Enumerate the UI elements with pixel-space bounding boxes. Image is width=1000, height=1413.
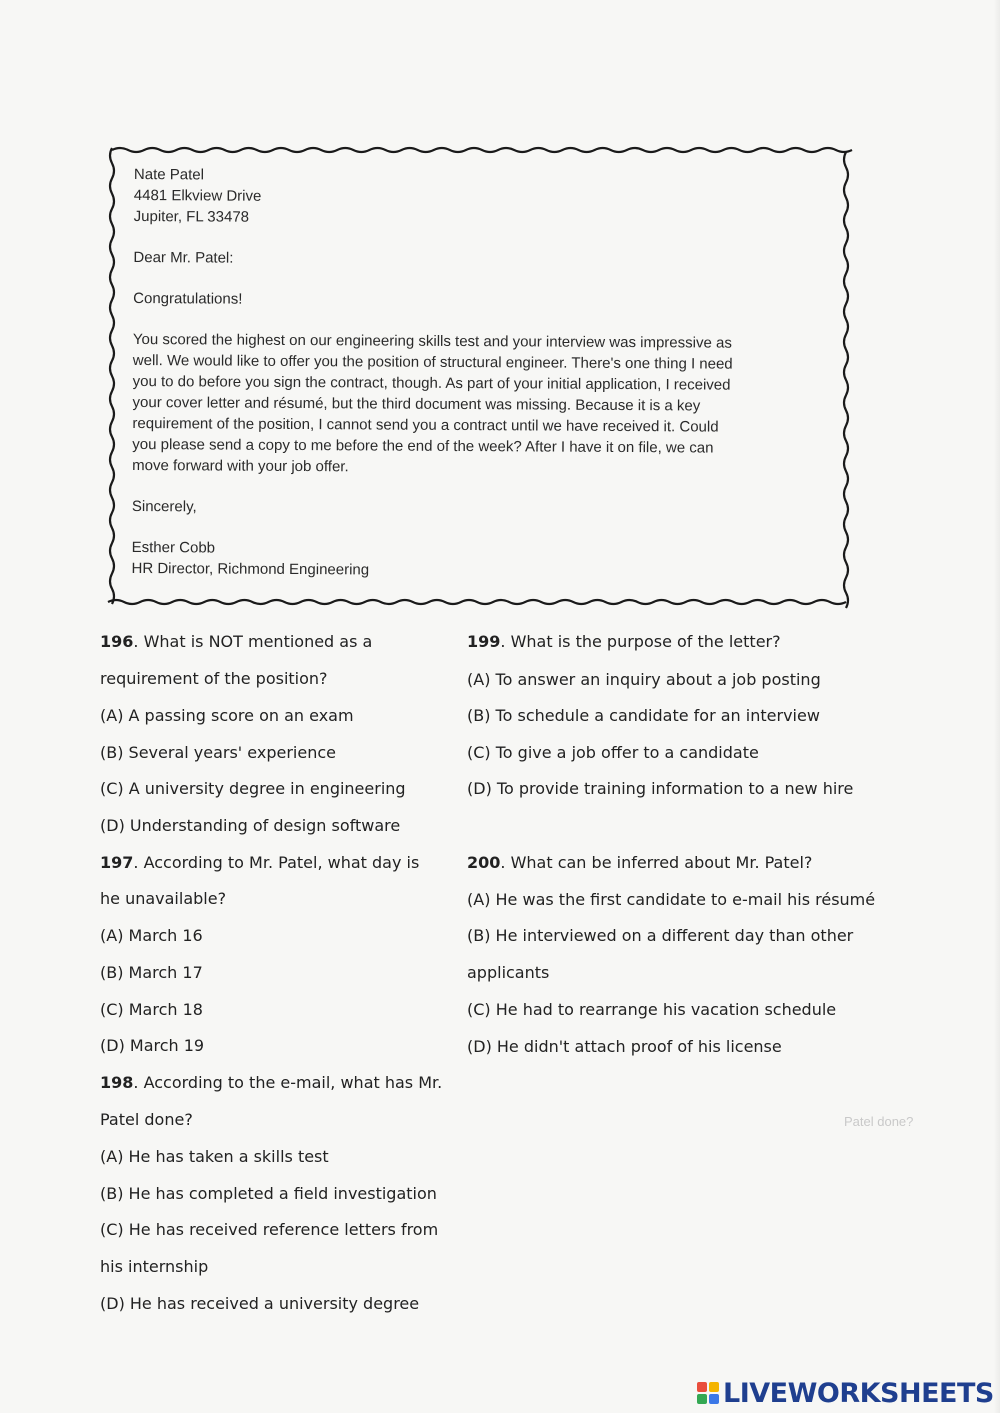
question-text: . What can be inferred about Mr. Patel? <box>500 853 813 872</box>
question-196-line2: requirement of the position? <box>100 669 328 688</box>
question-number: 199 <box>467 632 501 651</box>
option-196-d[interactable]: (D) Understanding of design software <box>100 816 401 835</box>
option-198-c-cont[interactable]: his internship <box>100 1257 209 1276</box>
option-196-c[interactable]: (C) A university degree in engineering <box>100 779 406 798</box>
question-number: 198 <box>100 1073 134 1092</box>
option-198-b[interactable]: (B) He has completed a field investigation <box>100 1184 437 1203</box>
letter-greeting: Dear Mr. Patel: <box>133 248 234 267</box>
scan-edge-shadow <box>994 0 1000 1413</box>
option-198-a[interactable]: (A) He has taken a skills test <box>100 1147 329 1166</box>
option-197-c[interactable]: (C) March 18 <box>100 1000 203 1019</box>
question-text: . What is the purpose of the letter? <box>500 632 781 651</box>
question-number: 196 <box>100 632 134 651</box>
option-196-a[interactable]: (A) A passing score on an exam <box>100 706 354 725</box>
letter-content <box>131 164 824 583</box>
liveworksheets-logo-icon <box>697 1382 719 1404</box>
question-text: . What is NOT mentioned as a <box>133 632 373 651</box>
letter-body-line: you please send a copy to me before the end of the week? After I have it on file, we can <box>132 435 714 457</box>
question-number: 197 <box>100 853 134 872</box>
question-197-line2: he unavailable? <box>100 889 227 908</box>
signer-title: HR Director, Richmond Engineering <box>131 559 370 579</box>
question-text: . According to Mr. Patel, what day is <box>133 853 420 872</box>
option-199-d[interactable]: (D) To provide training information to a new hire <box>467 779 854 798</box>
letter-body-line: You scored the highest on our engineering skills test and your interview was impressive as <box>132 330 732 352</box>
option-198-d[interactable]: (D) He has received a university degree <box>100 1294 420 1313</box>
address-street: 4481 Elkview Drive <box>133 186 262 205</box>
option-200-d[interactable]: (D) He didn't attach proof of his license <box>467 1037 782 1056</box>
letter-body-line: requirement of the position, I cannot send you a contract until we have received it. Could <box>132 414 719 436</box>
bleed-through-text: Patel done? <box>844 1114 914 1129</box>
letter-opening: Congratulations! <box>133 289 243 308</box>
question-199-line1 <box>467 632 781 651</box>
address-name: Nate Patel <box>133 165 205 184</box>
letter-closing: Sincerely, <box>131 497 197 516</box>
option-200-a[interactable]: (A) He was the first candidate to e-mail his résumé <box>467 890 876 909</box>
letter-body-line: your cover letter and résumé, but the third document was missing. Because it is a key <box>132 393 701 415</box>
question-198-line1 <box>100 1073 442 1092</box>
option-198-c[interactable]: (C) He has received reference letters from <box>100 1220 439 1239</box>
option-196-b[interactable]: (B) Several years' experience <box>100 743 336 762</box>
option-199-c[interactable]: (C) To give a job offer to a candidate <box>467 743 759 762</box>
question-196-line1 <box>100 632 372 651</box>
option-197-d[interactable]: (D) March 19 <box>100 1036 205 1055</box>
question-text: . According to the e-mail, what has Mr. <box>133 1073 443 1092</box>
question-197-line1 <box>100 853 419 872</box>
option-200-b-cont[interactable]: applicants <box>467 963 550 982</box>
option-200-b[interactable]: (B) He interviewed on a different day than other <box>467 926 854 945</box>
address-city: Jupiter, FL 33478 <box>133 207 250 226</box>
option-199-b[interactable]: (B) To schedule a candidate for an interview <box>467 706 820 725</box>
signer-name: Esther Cobb <box>131 538 216 557</box>
option-197-b[interactable]: (B) March 17 <box>100 963 203 982</box>
letter-body-line: you to do before you sign the contract, though. As part of your initial application, I received <box>132 372 731 394</box>
question-200-line1 <box>467 853 812 872</box>
logo-text: LIVEWORKSHEETS <box>723 1377 994 1409</box>
letter-body-line: move forward with your job offer. <box>132 456 349 476</box>
option-199-a[interactable]: (A) To answer an inquiry about a job posting <box>467 670 821 689</box>
liveworksheets-logo <box>697 1376 994 1410</box>
option-200-c[interactable]: (C) He had to rearrange his vacation schedule <box>467 1000 837 1019</box>
letter-body-line: well. We would like to offer you the position of structural engineer. There's one thing I need <box>132 351 733 373</box>
option-197-a[interactable]: (A) March 16 <box>100 926 203 945</box>
question-number: 200 <box>467 853 501 872</box>
question-198-line2: Patel done? <box>100 1110 193 1129</box>
